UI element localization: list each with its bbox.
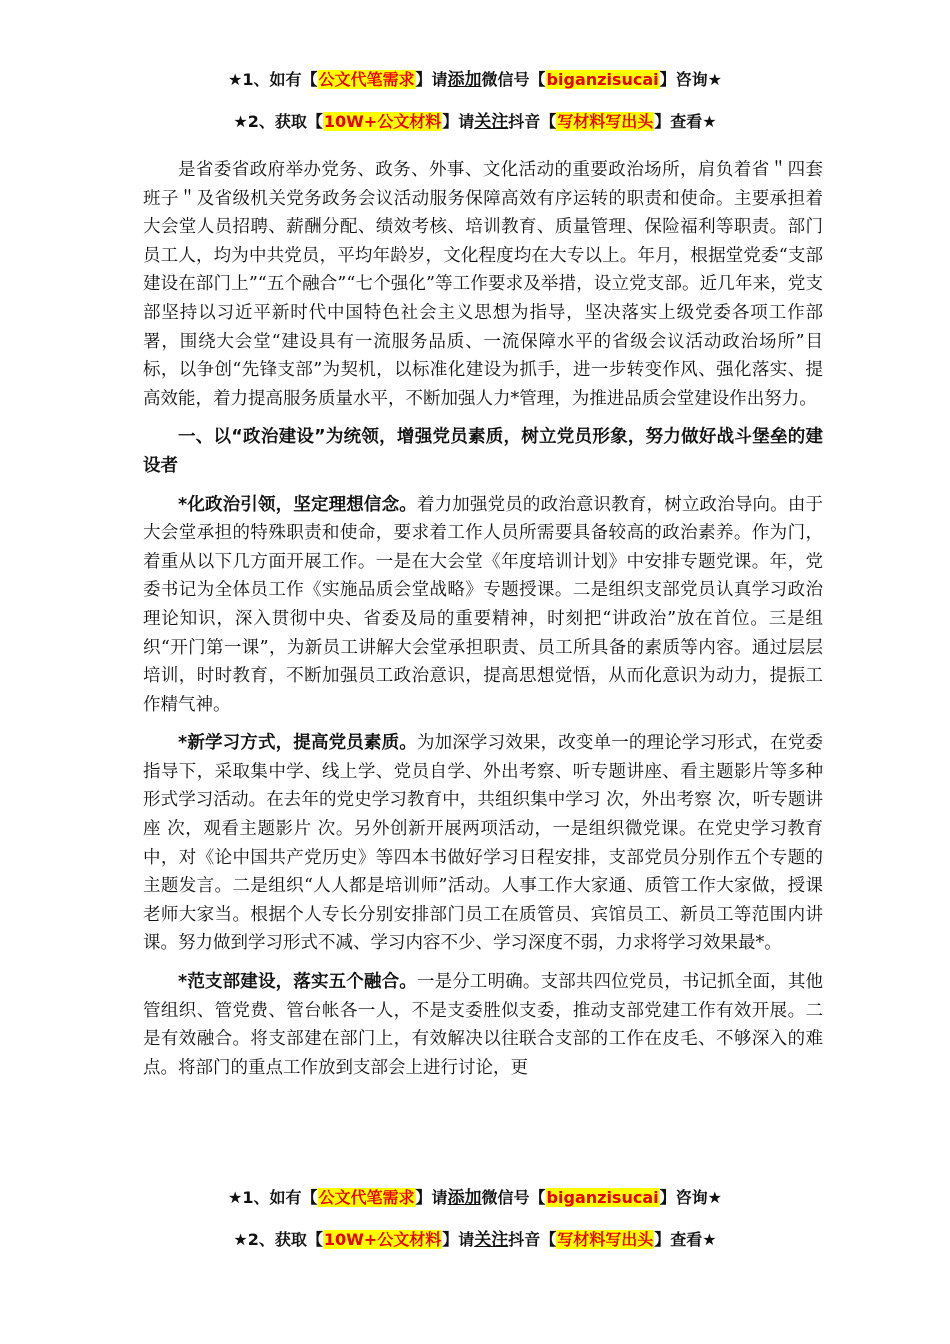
promo-prefix: ★1、如有【 [228, 1188, 318, 1207]
promo-text: 抖音【 [508, 1230, 557, 1249]
top-promo-line-2 [0, 110, 950, 134]
promo-highlight: 公文代笔需求 [318, 70, 415, 89]
promo-highlight: 10W+公文材料 [323, 1230, 442, 1249]
paragraph-body: 为加深学习效果，改变单一的理论学习形式，在党委指导下，采取集中学、线上学、党员自学、外出考察、听专题讲座、看主题影片等多种形式学习活动。在去年的党史学习教育中，共组织集中学习 次，外出考察 次，听专题讲座 次，观看主题影片 次。另外创新开展两项活动，一是组织微党课。在党史学习教育中，对《论中国共产党历史》等四本书做好学习日程安排，支部党员分别作五个专题的主题发言。二是组织“人人都是培训师”活动。人事工作大家通、质管工作大家做，授课老师大家当。根据个人专长分别安排部门员工在质管员、宾馆员工、新员工等范围内讲课。努力做到学习形式不减、学习内容不少、学习深度不弱，力求将学习效果最*。 [143, 733, 824, 954]
paragraph-lead: *化政治引领，坚定理想信念。 [178, 494, 417, 515]
paragraph-body: 着力加强党员的政治意识教育，树立政治导向。由于大会堂承担的特殊职责和使命，要求着工作人员所需要具备较高的政治素养。作为门，着重从以下几方面开展工作。一是在大会堂《年度培训计划》中安排专题党课。年，党委书记为全体员工作《实施品质会堂战略》专题授课。二是组织支部党员认真学习政治理论知识，深入贯彻中央、省委及局的重要精神，时刻把“讲政治”放在首位。三是组织“开门第一课”，为新员工讲解大会堂承担职责、员工所具备的素质等内容。通过层层培训，时时教育，不断加强员工政治意识，提高思想觉悟，从而化意识为动力，提振工作精气神。 [143, 494, 824, 715]
promo-douyin-id: 写材料写出头 [557, 112, 654, 131]
paragraph-study-methods [143, 729, 823, 958]
promo-underlined: 添加 [447, 70, 482, 90]
promo-suffix: 】查看★ [654, 112, 717, 131]
promo-suffix: 】咨询★ [659, 1188, 722, 1207]
document-body [143, 156, 823, 1092]
promo-text: 抖音【 [508, 112, 557, 131]
paragraph-branch-building [143, 968, 823, 1082]
promo-prefix: ★2、获取【 [233, 112, 323, 131]
promo-highlight: 公文代笔需求 [318, 1188, 415, 1207]
section-heading-1: 一、以“政治建设”为统领，增强党员素质，树立党员形象，努力做好战斗堡垒的建设者 [143, 427, 823, 476]
promo-underlined: 添加 [447, 1188, 482, 1208]
promo-underlined: 关注 [474, 112, 509, 132]
promo-highlight: 10W+公文材料 [323, 112, 442, 131]
promo-text: 】请 [442, 1230, 475, 1249]
bottom-promo-line-2 [0, 1228, 950, 1252]
promo-suffix: 】咨询★ [659, 70, 722, 89]
paragraph-body: 一是分工明确。支部共四位党员，书记抓全面，其他管组织、管党费、管台帐各一人，不是支委胜似支委，推动支部党建工作有效开展。二是有效融合。将支部建在部门上，有效解决以往联合支部的工作在皮毛、不够深入的难点。将部门的重点工作放到支部会上进行讨论，更 [143, 972, 824, 1078]
paragraph-political-guidance [143, 491, 823, 720]
paragraph-lead: *新学习方式，提高党员素质。 [178, 733, 417, 754]
promo-wechat-id: biganzisucai [546, 70, 659, 89]
promo-text: 微信号【 [481, 1188, 546, 1207]
promo-suffix: 】查看★ [654, 1230, 717, 1249]
promo-prefix: ★1、如有【 [228, 70, 318, 89]
promo-prefix: ★2、获取【 [233, 1230, 323, 1249]
promo-underlined: 关注 [474, 1230, 509, 1250]
promo-text: 微信号【 [481, 70, 546, 89]
intro-paragraph: 是省委省政府举办党务、政务、外事、文化活动的重要政治场所，肩负着省＂四套班子＂及省级机关党务政务会议活动服务保障高效有序运转的职责和使命。主要承担着大会堂人员招聘、薪酬分配、绩效考核、培训教育、质量管理、保险福利等职责。部门员工人，均为中共党员，平均年龄岁，文化程度均在大专以上。年月，根据堂党委“支部建设在部门上”“五个融合”“七个强化”等工作要求及举措，设立党支部。近几年来，党支部坚持以习近平新时代中国特色社会主义思想为指导，坚决落实上级党委各项工作部署，围绕大会堂“建设具有一流服务品质、一流保障水平的省级会议活动政治场所”目标，以争创“先锋支部”为契机，以标准化建设为抓手，进一步转变作风、强化落实、提高效能，着力提高服务质量水平，不断加强人力*管理，为推进品质会堂建设作出努力。 [143, 160, 823, 409]
promo-text: 】请 [442, 112, 475, 131]
bottom-promo-line-1 [0, 1186, 950, 1210]
promo-douyin-id: 写材料写出头 [557, 1230, 654, 1249]
promo-wechat-id: biganzisucai [546, 1188, 659, 1207]
top-promo-line-1 [0, 68, 950, 92]
paragraph-lead: *范支部建设，落实五个融合。 [178, 972, 417, 993]
promo-text: 】请 [415, 70, 448, 89]
promo-text: 】请 [415, 1188, 448, 1207]
